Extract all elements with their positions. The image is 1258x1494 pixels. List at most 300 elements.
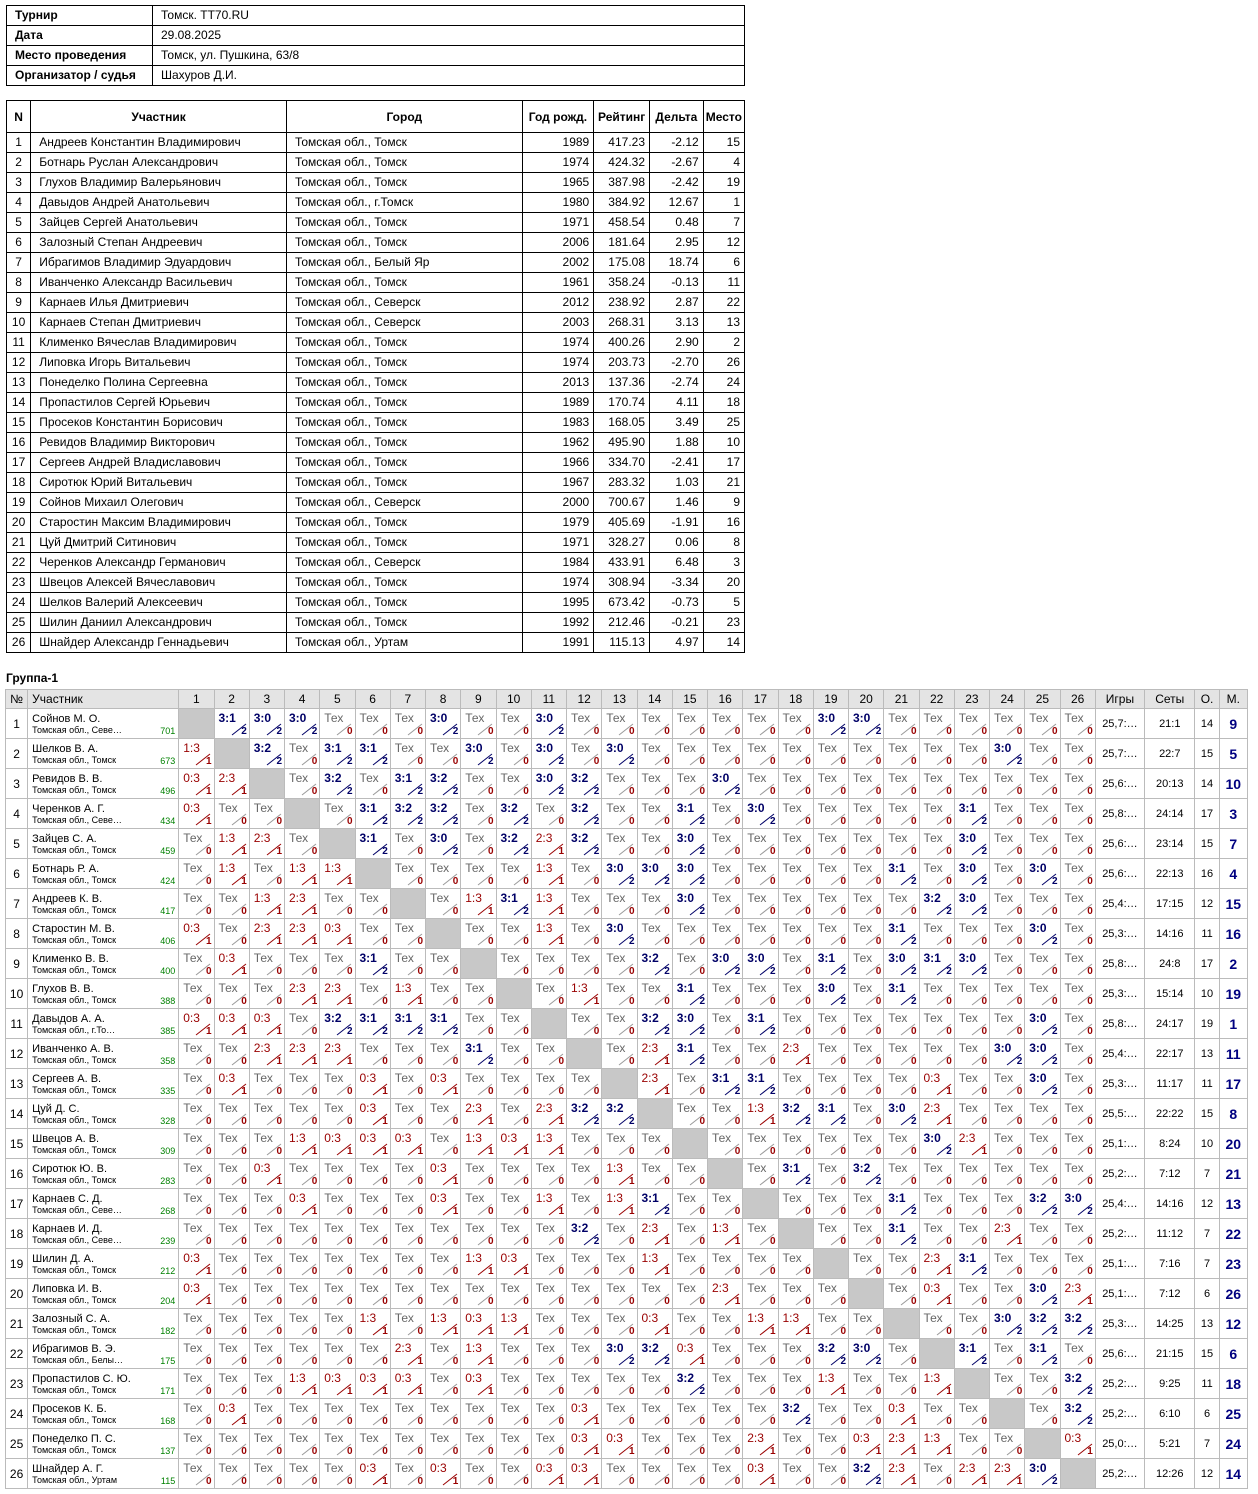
match-cell[interactable] (602, 1099, 637, 1129)
match-cell[interactable] (179, 889, 214, 919)
match-cell[interactable] (778, 1159, 813, 1189)
match-cell[interactable] (496, 1309, 531, 1339)
match-cell[interactable] (778, 1399, 813, 1429)
match-cell[interactable] (320, 859, 355, 889)
match-cell[interactable] (849, 1249, 884, 1279)
match-cell[interactable] (179, 919, 214, 949)
match-cell[interactable] (179, 1309, 214, 1339)
match-cell[interactable] (778, 1039, 813, 1069)
match-cell[interactable] (672, 1249, 707, 1279)
match-cell[interactable] (1025, 1189, 1060, 1219)
match-cell[interactable] (1060, 799, 1095, 829)
match-cell[interactable] (708, 1069, 743, 1099)
match-cell[interactable] (214, 1219, 249, 1249)
match-cell[interactable] (990, 829, 1025, 859)
match-cell[interactable] (285, 1009, 320, 1039)
match-cell[interactable] (1060, 1429, 1095, 1459)
match-cell[interactable] (285, 859, 320, 889)
match-cell[interactable] (496, 769, 531, 799)
match-cell[interactable] (567, 1159, 602, 1189)
match-cell[interactable] (708, 1339, 743, 1369)
match-cell[interactable] (461, 1219, 496, 1249)
match-cell[interactable] (214, 1339, 249, 1369)
match-cell[interactable] (179, 799, 214, 829)
match-cell[interactable] (602, 1369, 637, 1399)
match-cell[interactable] (849, 949, 884, 979)
match-cell[interactable] (919, 1399, 954, 1429)
match-cell[interactable] (390, 1429, 425, 1459)
match-cell[interactable] (708, 829, 743, 859)
match-cell[interactable] (708, 1309, 743, 1339)
match-cell[interactable] (602, 1309, 637, 1339)
match-cell[interactable] (954, 1309, 989, 1339)
match-cell[interactable] (708, 1039, 743, 1069)
match-cell[interactable] (672, 919, 707, 949)
match-cell[interactable] (179, 739, 214, 769)
match-cell[interactable] (813, 799, 848, 829)
match-cell[interactable] (1025, 1339, 1060, 1369)
match-cell[interactable] (813, 979, 848, 1009)
match-cell[interactable] (778, 769, 813, 799)
match-cell[interactable] (179, 1039, 214, 1069)
match-cell[interactable] (426, 739, 461, 769)
match-cell[interactable] (390, 1339, 425, 1369)
match-cell[interactable] (1060, 1039, 1095, 1069)
match-cell[interactable] (884, 979, 919, 1009)
match-cell[interactable] (426, 1009, 461, 1039)
match-cell[interactable] (1060, 1279, 1095, 1309)
match-cell[interactable] (567, 829, 602, 859)
match-cell[interactable] (355, 829, 390, 859)
match-cell[interactable] (567, 1009, 602, 1039)
match-cell[interactable] (637, 1159, 672, 1189)
match-cell[interactable] (708, 1219, 743, 1249)
match-cell[interactable] (849, 1009, 884, 1039)
match-cell[interactable] (426, 979, 461, 1009)
match-cell[interactable] (1060, 1339, 1095, 1369)
match-cell[interactable] (954, 799, 989, 829)
match-cell[interactable] (813, 1129, 848, 1159)
match-cell[interactable] (531, 889, 566, 919)
match-cell[interactable] (1060, 859, 1095, 889)
match-cell[interactable] (778, 1189, 813, 1219)
match-cell[interactable] (813, 1189, 848, 1219)
match-cell[interactable] (214, 799, 249, 829)
match-cell[interactable] (743, 1159, 778, 1189)
match-cell[interactable] (708, 739, 743, 769)
match-cell[interactable] (355, 1099, 390, 1129)
match-cell[interactable] (849, 859, 884, 889)
match-cell[interactable] (426, 1369, 461, 1399)
match-cell[interactable] (249, 1459, 284, 1489)
match-cell[interactable] (849, 1369, 884, 1399)
match-cell[interactable] (179, 979, 214, 1009)
match-cell[interactable] (567, 1189, 602, 1219)
match-cell[interactable] (954, 1399, 989, 1429)
match-cell[interactable] (743, 1069, 778, 1099)
match-cell[interactable] (531, 949, 566, 979)
match-cell[interactable] (426, 1039, 461, 1069)
match-cell[interactable] (355, 1009, 390, 1039)
match-cell[interactable] (531, 829, 566, 859)
match-cell[interactable] (919, 1249, 954, 1279)
match-cell[interactable] (602, 1129, 637, 1159)
match-cell[interactable] (743, 1459, 778, 1489)
match-cell[interactable] (531, 709, 566, 739)
match-cell[interactable] (567, 1369, 602, 1399)
match-cell[interactable] (849, 1129, 884, 1159)
match-cell[interactable] (461, 769, 496, 799)
match-cell[interactable] (355, 979, 390, 1009)
match-cell[interactable] (778, 1009, 813, 1039)
match-cell[interactable] (531, 1069, 566, 1099)
match-cell[interactable] (849, 889, 884, 919)
match-cell[interactable] (461, 1339, 496, 1369)
match-cell[interactable] (708, 1369, 743, 1399)
match-cell[interactable] (1060, 1099, 1095, 1129)
match-cell[interactable] (249, 1129, 284, 1159)
match-cell[interactable] (884, 859, 919, 889)
match-cell[interactable] (461, 919, 496, 949)
match-cell[interactable] (602, 949, 637, 979)
match-cell[interactable] (813, 829, 848, 859)
match-cell[interactable] (1025, 1129, 1060, 1159)
match-cell[interactable] (919, 1279, 954, 1309)
match-cell[interactable] (249, 859, 284, 889)
match-cell[interactable] (426, 1219, 461, 1249)
match-cell[interactable] (567, 1249, 602, 1279)
match-cell[interactable] (813, 1219, 848, 1249)
match-cell[interactable] (355, 1429, 390, 1459)
match-cell[interactable] (320, 1369, 355, 1399)
match-cell[interactable] (567, 1309, 602, 1339)
match-cell[interactable] (249, 979, 284, 1009)
match-cell[interactable] (426, 949, 461, 979)
match-cell[interactable] (179, 1249, 214, 1279)
match-cell[interactable] (672, 829, 707, 859)
match-cell[interactable] (919, 979, 954, 1009)
match-cell[interactable] (884, 709, 919, 739)
match-cell[interactable] (884, 1429, 919, 1459)
match-cell[interactable] (179, 1219, 214, 1249)
match-cell[interactable] (320, 769, 355, 799)
match-cell[interactable] (567, 979, 602, 1009)
match-cell[interactable] (602, 829, 637, 859)
match-cell[interactable] (954, 1159, 989, 1189)
match-cell[interactable] (214, 1099, 249, 1129)
match-cell[interactable] (743, 1429, 778, 1459)
match-cell[interactable] (320, 1219, 355, 1249)
match-cell[interactable] (390, 1219, 425, 1249)
match-cell[interactable] (390, 1399, 425, 1429)
match-cell[interactable] (954, 889, 989, 919)
match-cell[interactable] (320, 949, 355, 979)
match-cell[interactable] (743, 799, 778, 829)
match-cell[interactable] (990, 1339, 1025, 1369)
match-cell[interactable] (496, 1459, 531, 1489)
match-cell[interactable] (672, 739, 707, 769)
match-cell[interactable] (1025, 709, 1060, 739)
match-cell[interactable] (1060, 1009, 1095, 1039)
match-cell[interactable] (778, 1339, 813, 1369)
match-cell[interactable] (355, 1129, 390, 1159)
match-cell[interactable] (637, 1429, 672, 1459)
match-cell[interactable] (179, 1429, 214, 1459)
match-cell[interactable] (1060, 1129, 1095, 1159)
match-cell[interactable] (461, 1159, 496, 1189)
match-cell[interactable] (1060, 889, 1095, 919)
match-cell[interactable] (496, 1219, 531, 1249)
match-cell[interactable] (990, 799, 1025, 829)
match-cell[interactable] (919, 1039, 954, 1069)
match-cell[interactable] (355, 1309, 390, 1339)
match-cell[interactable] (637, 1009, 672, 1039)
match-cell[interactable] (179, 769, 214, 799)
match-cell[interactable] (637, 829, 672, 859)
match-cell[interactable] (708, 1129, 743, 1159)
match-cell[interactable] (990, 1429, 1025, 1459)
match-cell[interactable] (990, 1189, 1025, 1219)
match-cell[interactable] (954, 1189, 989, 1219)
match-cell[interactable] (249, 1339, 284, 1369)
match-cell[interactable] (390, 979, 425, 1009)
match-cell[interactable] (919, 769, 954, 799)
match-cell[interactable] (426, 1189, 461, 1219)
match-cell[interactable] (743, 1309, 778, 1339)
match-cell[interactable] (990, 1459, 1025, 1489)
match-cell[interactable] (390, 1459, 425, 1489)
match-cell[interactable] (426, 1249, 461, 1279)
match-cell[interactable] (849, 1039, 884, 1069)
match-cell[interactable] (813, 739, 848, 769)
match-cell[interactable] (355, 799, 390, 829)
match-cell[interactable] (672, 1219, 707, 1249)
match-cell[interactable] (813, 1339, 848, 1369)
match-cell[interactable] (849, 799, 884, 829)
match-cell[interactable] (743, 739, 778, 769)
match-cell[interactable] (461, 1459, 496, 1489)
match-cell[interactable] (884, 1189, 919, 1219)
match-cell[interactable] (390, 769, 425, 799)
match-cell[interactable] (285, 1309, 320, 1339)
match-cell[interactable] (813, 1309, 848, 1339)
match-cell[interactable] (496, 829, 531, 859)
match-cell[interactable] (919, 1069, 954, 1099)
match-cell[interactable] (884, 739, 919, 769)
match-cell[interactable] (990, 1309, 1025, 1339)
match-cell[interactable] (179, 949, 214, 979)
match-cell[interactable] (390, 1129, 425, 1159)
match-cell[interactable] (919, 1099, 954, 1129)
match-cell[interactable] (637, 1249, 672, 1279)
match-cell[interactable] (637, 799, 672, 829)
match-cell[interactable] (1060, 949, 1095, 979)
match-cell[interactable] (390, 919, 425, 949)
match-cell[interactable] (849, 1099, 884, 1129)
match-cell[interactable] (320, 1099, 355, 1129)
match-cell[interactable] (214, 1069, 249, 1099)
match-cell[interactable] (496, 1399, 531, 1429)
match-cell[interactable] (214, 1039, 249, 1069)
match-cell[interactable] (1060, 1309, 1095, 1339)
match-cell[interactable] (849, 919, 884, 949)
match-cell[interactable] (813, 1279, 848, 1309)
match-cell[interactable] (1060, 979, 1095, 1009)
match-cell[interactable] (320, 1339, 355, 1369)
match-cell[interactable] (884, 799, 919, 829)
match-cell[interactable] (285, 1129, 320, 1159)
match-cell[interactable] (320, 1399, 355, 1429)
match-cell[interactable] (1025, 949, 1060, 979)
match-cell[interactable] (1060, 739, 1095, 769)
match-cell[interactable] (461, 1009, 496, 1039)
match-cell[interactable] (1025, 1459, 1060, 1489)
match-cell[interactable] (778, 949, 813, 979)
match-cell[interactable] (531, 1129, 566, 1159)
match-cell[interactable] (426, 1309, 461, 1339)
match-cell[interactable] (249, 1369, 284, 1399)
match-cell[interactable] (778, 829, 813, 859)
match-cell[interactable] (214, 1189, 249, 1219)
match-cell[interactable] (179, 1339, 214, 1369)
match-cell[interactable] (355, 1369, 390, 1399)
match-cell[interactable] (637, 1339, 672, 1369)
match-cell[interactable] (531, 1279, 566, 1309)
match-cell[interactable] (672, 1309, 707, 1339)
match-cell[interactable] (567, 919, 602, 949)
match-cell[interactable] (954, 1429, 989, 1459)
match-cell[interactable] (849, 1219, 884, 1249)
match-cell[interactable] (884, 1399, 919, 1429)
match-cell[interactable] (285, 1339, 320, 1369)
match-cell[interactable] (285, 829, 320, 859)
match-cell[interactable] (531, 919, 566, 949)
match-cell[interactable] (320, 1069, 355, 1099)
match-cell[interactable] (179, 1159, 214, 1189)
match-cell[interactable] (743, 1219, 778, 1249)
match-cell[interactable] (672, 889, 707, 919)
match-cell[interactable] (778, 1459, 813, 1489)
match-cell[interactable] (390, 1249, 425, 1279)
match-cell[interactable] (884, 1069, 919, 1099)
match-cell[interactable] (496, 859, 531, 889)
match-cell[interactable] (179, 1459, 214, 1489)
match-cell[interactable] (602, 799, 637, 829)
match-cell[interactable] (214, 1249, 249, 1279)
match-cell[interactable] (1025, 1009, 1060, 1039)
match-cell[interactable] (567, 769, 602, 799)
match-cell[interactable] (214, 1309, 249, 1339)
match-cell[interactable] (567, 1399, 602, 1429)
match-cell[interactable] (179, 1189, 214, 1219)
match-cell[interactable] (461, 1039, 496, 1069)
match-cell[interactable] (919, 919, 954, 949)
match-cell[interactable] (672, 859, 707, 889)
match-cell[interactable] (672, 1369, 707, 1399)
match-cell[interactable] (743, 979, 778, 1009)
match-cell[interactable] (496, 1099, 531, 1129)
match-cell[interactable] (214, 889, 249, 919)
match-cell[interactable] (602, 919, 637, 949)
match-cell[interactable] (390, 709, 425, 739)
match-cell[interactable] (637, 919, 672, 949)
match-cell[interactable] (990, 769, 1025, 799)
match-cell[interactable] (708, 949, 743, 979)
match-cell[interactable] (355, 949, 390, 979)
match-cell[interactable] (179, 1279, 214, 1309)
match-cell[interactable] (531, 799, 566, 829)
match-cell[interactable] (954, 1279, 989, 1309)
match-cell[interactable] (954, 1129, 989, 1159)
match-cell[interactable] (1025, 1039, 1060, 1069)
match-cell[interactable] (214, 1279, 249, 1309)
match-cell[interactable] (602, 1159, 637, 1189)
match-cell[interactable] (990, 1009, 1025, 1039)
match-cell[interactable] (320, 739, 355, 769)
match-cell[interactable] (426, 1279, 461, 1309)
match-cell[interactable] (531, 979, 566, 1009)
match-cell[interactable] (249, 1279, 284, 1309)
match-cell[interactable] (285, 1459, 320, 1489)
match-cell[interactable] (990, 859, 1025, 889)
match-cell[interactable] (672, 1399, 707, 1429)
match-cell[interactable] (672, 1189, 707, 1219)
match-cell[interactable] (461, 1099, 496, 1129)
match-cell[interactable] (496, 1249, 531, 1279)
match-cell[interactable] (954, 1039, 989, 1069)
match-cell[interactable] (1025, 859, 1060, 889)
match-cell[interactable] (567, 859, 602, 889)
match-cell[interactable] (1060, 1249, 1095, 1279)
match-cell[interactable] (919, 1159, 954, 1189)
match-cell[interactable] (390, 1039, 425, 1069)
match-cell[interactable] (355, 709, 390, 739)
match-cell[interactable] (919, 739, 954, 769)
match-cell[interactable] (672, 1159, 707, 1189)
match-cell[interactable] (637, 859, 672, 889)
match-cell[interactable] (778, 889, 813, 919)
match-cell[interactable] (919, 1429, 954, 1459)
match-cell[interactable] (884, 769, 919, 799)
match-cell[interactable] (567, 1219, 602, 1249)
match-cell[interactable] (743, 1249, 778, 1279)
match-cell[interactable] (743, 1369, 778, 1399)
match-cell[interactable] (743, 889, 778, 919)
match-cell[interactable] (426, 1069, 461, 1099)
match-cell[interactable] (919, 1129, 954, 1159)
match-cell[interactable] (743, 1399, 778, 1429)
match-cell[interactable] (602, 1279, 637, 1309)
match-cell[interactable] (1060, 829, 1095, 859)
match-cell[interactable] (179, 829, 214, 859)
match-cell[interactable] (179, 1009, 214, 1039)
match-cell[interactable] (990, 1099, 1025, 1129)
match-cell[interactable] (461, 799, 496, 829)
match-cell[interactable] (954, 1249, 989, 1279)
match-cell[interactable] (355, 889, 390, 919)
match-cell[interactable] (743, 1009, 778, 1039)
match-cell[interactable] (496, 1159, 531, 1189)
match-cell[interactable] (602, 1009, 637, 1039)
match-cell[interactable] (285, 739, 320, 769)
match-cell[interactable] (461, 829, 496, 859)
match-cell[interactable] (567, 1339, 602, 1369)
match-cell[interactable] (884, 919, 919, 949)
match-cell[interactable] (849, 1459, 884, 1489)
match-cell[interactable] (214, 1429, 249, 1459)
match-cell[interactable] (320, 979, 355, 1009)
match-cell[interactable] (919, 799, 954, 829)
